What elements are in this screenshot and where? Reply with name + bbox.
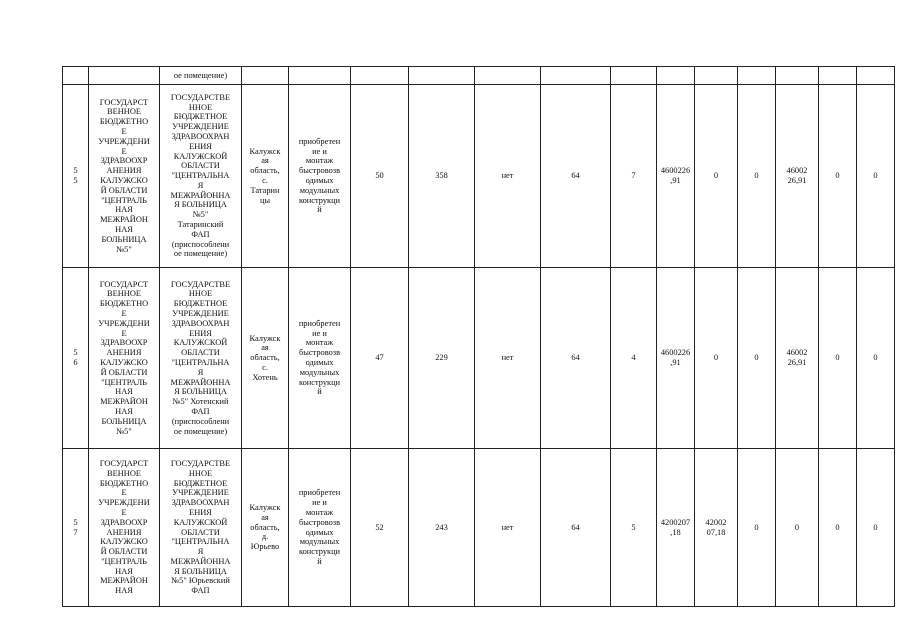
cell-v1 xyxy=(351,67,409,85)
cell-recipient: ГОСУДАРСТ ВЕННОЕ БЮДЖЕТНО Е УЧРЕЖДЕНИ Е ЗДРАВООХР АНЕНИЯ КАЛУЖСКО Й ОБЛАСТИ "ЦЕНТРАЛЬ НАЯ МЕЖРАЙОН НАЯ xyxy=(89,449,160,607)
cell-v9: 0 xyxy=(776,449,819,607)
cell-v4: 64 xyxy=(541,268,611,449)
cell-v8: 0 xyxy=(738,268,776,449)
cell-v1: 47 xyxy=(351,268,409,449)
cell-recipient: ГОСУДАРСТ ВЕННОЕ БЮДЖЕТНО Е УЧРЕЖДЕНИ Е ЗДРАВООХР АНЕНИЯ КАЛУЖСКО Й ОБЛАСТИ "ЦЕНТРАЛЬ НАЯ МЕЖРАЙОН НАЯ БОЛЬНИЦА №5" xyxy=(89,85,160,268)
cell-v3: нет xyxy=(475,449,541,607)
cell-v7: 42002 07,18 xyxy=(695,449,738,607)
cell-v3: нет xyxy=(475,268,541,449)
cell-location: Калужск ая область, с. Татарин цы xyxy=(242,85,289,268)
cell-v5 xyxy=(611,67,657,85)
cell-v2: 243 xyxy=(409,449,475,607)
cell-v5: 7 xyxy=(611,85,657,268)
cell-v10: 0 xyxy=(819,268,857,449)
cell-v3: нет xyxy=(475,85,541,268)
cell-v11: 0 xyxy=(857,268,895,449)
cell-object: ГОСУДАРСТВЕ ННОЕ БЮДЖЕТНОЕ УЧРЕЖДЕНИЕ ЗДРАВООХРАН ЕНИЯ КАЛУЖСКОЙ ОБЛАСТИ "ЦЕНТРАЛЬНА Я МЕЖРАЙОННА Я БОЛЬНИЦА №5" Юрьевский ФАП xyxy=(160,449,242,607)
cell-work: приобретен ие и монтаж быстровозв одимых модульных конструкци й xyxy=(289,268,351,449)
data-table xyxy=(62,66,895,607)
table-row xyxy=(63,268,895,449)
cell-v8: 0 xyxy=(738,85,776,268)
cell-work: приобретен ие и монтаж быстровозв одимых модульных конструкци й xyxy=(289,85,351,268)
cell-v11: 0 xyxy=(857,85,895,268)
cell-v5: 4 xyxy=(611,268,657,449)
cell-v2: 358 xyxy=(409,85,475,268)
cell-v1: 50 xyxy=(351,85,409,268)
cell-object: ое помещение) xyxy=(160,67,242,85)
table-row xyxy=(63,449,895,607)
cell-v4: 64 xyxy=(541,449,611,607)
cell-v10 xyxy=(819,67,857,85)
cell-v8 xyxy=(738,67,776,85)
cell-no xyxy=(63,67,89,85)
cell-v4 xyxy=(541,67,611,85)
table-row xyxy=(63,67,895,85)
cell-work xyxy=(289,67,351,85)
cell-work: приобретен ие и монтаж быстровозв одимых модульных конструкци й xyxy=(289,449,351,607)
cell-recipient xyxy=(89,67,160,85)
cell-v11 xyxy=(857,67,895,85)
table-row xyxy=(63,85,895,268)
cell-v7: 0 xyxy=(695,268,738,449)
cell-no: 5 6 xyxy=(63,268,89,449)
cell-v9: 46002 26,91 xyxy=(776,268,819,449)
cell-v6: 4200207 ,18 xyxy=(657,449,695,607)
cell-location: Калужск ая область, с. Хотень xyxy=(242,268,289,449)
cell-recipient: ГОСУДАРСТ ВЕННОЕ БЮДЖЕТНО Е УЧРЕЖДЕНИ Е ЗДРАВООХР АНЕНИЯ КАЛУЖСКО Й ОБЛАСТИ "ЦЕНТРАЛЬ НАЯ МЕЖРАЙОН НАЯ БОЛЬНИЦА №5" xyxy=(89,268,160,449)
cell-location: Калужск ая область, д. Юрьево xyxy=(242,449,289,607)
cell-v1: 52 xyxy=(351,449,409,607)
cell-v7: 0 xyxy=(695,85,738,268)
cell-v9: 46002 26,91 xyxy=(776,85,819,268)
cell-v6: 4600226 ,91 xyxy=(657,268,695,449)
cell-v3 xyxy=(475,67,541,85)
cell-v2 xyxy=(409,67,475,85)
cell-v6 xyxy=(657,67,695,85)
cell-object: ГОСУДАРСТВЕ ННОЕ БЮДЖЕТНОЕ УЧРЕЖДЕНИЕ ЗДРАВООХРАН ЕНИЯ КАЛУЖСКОЙ ОБЛАСТИ "ЦЕНТРАЛЬНА Я МЕЖРАЙОННА Я БОЛЬНИЦА №5" Татаринский ФАП (приспособлени ое помещение) xyxy=(160,85,242,268)
cell-v10: 0 xyxy=(819,85,857,268)
cell-v10: 0 xyxy=(819,449,857,607)
cell-no: 5 5 xyxy=(63,85,89,268)
cell-v2: 229 xyxy=(409,268,475,449)
cell-v9 xyxy=(776,67,819,85)
cell-v7 xyxy=(695,67,738,85)
cell-v4: 64 xyxy=(541,85,611,268)
cell-v8: 0 xyxy=(738,449,776,607)
cell-no: 5 7 xyxy=(63,449,89,607)
cell-v5: 5 xyxy=(611,449,657,607)
cell-object: ГОСУДАРСТВЕ ННОЕ БЮДЖЕТНОЕ УЧРЕЖДЕНИЕ ЗДРАВООХРАН ЕНИЯ КАЛУЖСКОЙ ОБЛАСТИ "ЦЕНТРАЛЬНА Я МЕЖРАЙОННА Я БОЛЬНИЦА №5" Хотенский ФАП (приспособлени ое помещение) xyxy=(160,268,242,449)
cell-v6: 4600226 ,91 xyxy=(657,85,695,268)
cell-v11: 0 xyxy=(857,449,895,607)
cell-location xyxy=(242,67,289,85)
